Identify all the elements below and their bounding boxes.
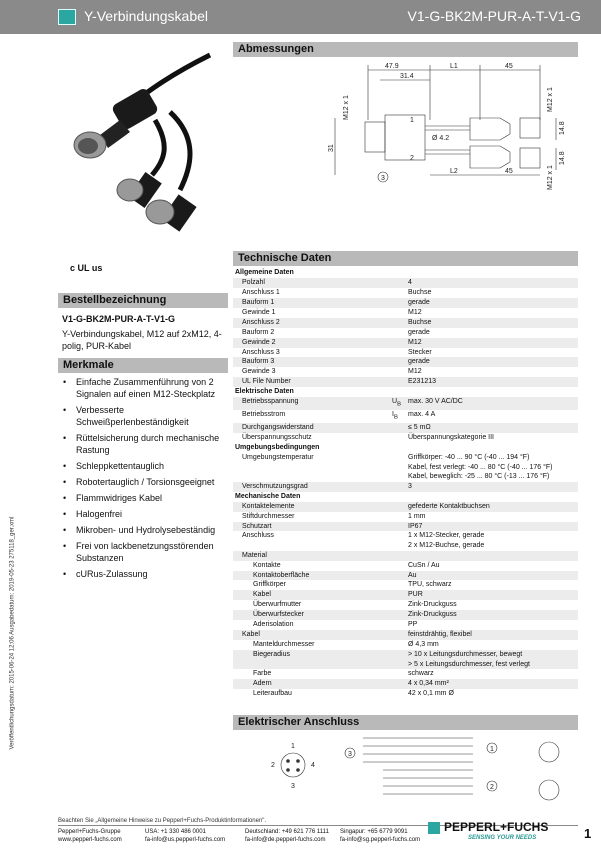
table-row: Betriebsspannung $U_B$ max. 30 V AC/DC bbox=[233, 397, 578, 410]
pepperl-fuchs-logo: PEPPERL+FUCHS SENSING YOUR NEEDS bbox=[428, 818, 573, 848]
dim-l1: L1 bbox=[450, 63, 458, 70]
dim-45-bottom: 45 bbox=[505, 168, 513, 175]
wiring-diagram bbox=[233, 730, 578, 810]
feature-item: • Verbesserte Schweißperlenbeständigkeit bbox=[58, 404, 224, 428]
connector-callout-3: 3 bbox=[348, 751, 352, 758]
feature-item: • Flammwidriges Kabel bbox=[58, 492, 224, 504]
table-row: Schutzart IP67 bbox=[233, 522, 578, 532]
dim-l2: L2 bbox=[450, 168, 458, 175]
table-row: Verschmutzungsgrad 3 bbox=[233, 482, 578, 492]
page-title: Y-Verbindungskabel bbox=[84, 8, 209, 24]
pin-label-4: 4 bbox=[311, 762, 315, 769]
table-row: Kontaktoberfläche Au bbox=[233, 571, 578, 581]
section-bestellbezeichnung: Bestellbezeichnung bbox=[58, 293, 228, 308]
table-row: Kontaktelemente gefederte Kontaktbuchsen bbox=[233, 502, 578, 512]
dim-callout-2: 2 bbox=[410, 155, 414, 162]
section-abmessungen: Abmessungen bbox=[233, 42, 578, 57]
feature-item: • Rüttelsicherung durch mechanische Rastung bbox=[58, 432, 224, 456]
table-row: Adern 4 x 0,34 mm² bbox=[233, 679, 578, 689]
product-code-header: V1-G-BK2M-PUR-A-T-V1-G bbox=[407, 8, 581, 24]
table-row: Überwurfmutter Zink-Druckguss bbox=[253, 601, 457, 609]
table-row: Überspannungsschutz Überspannungskategorie III bbox=[242, 434, 494, 442]
table-group-row: Elektrische Daten bbox=[235, 388, 294, 396]
section-merkmale: Merkmale bbox=[58, 358, 228, 373]
table-row: Umgebungstemperatur Griffkörper: -40 ... 90 °C (-40 ... 194 °F) Kabel, fest verlegt: -40 ... 80 °C (-40 ... 176 °F) Kabel, beweglich: -25 ... 80 °C (-13 ... 176 °F) bbox=[242, 453, 553, 481]
pin-label-3: 3 bbox=[291, 783, 295, 790]
feature-item: • Mikroben- und Hydrolysebeständig bbox=[58, 524, 224, 536]
dim-m12-left: M12 x 1 bbox=[343, 95, 350, 120]
dimension-drawing bbox=[320, 60, 580, 250]
product-photo bbox=[60, 50, 225, 250]
dim-callout-1: 1 bbox=[410, 117, 414, 124]
order-description: Y-Verbindungskabel, M12 auf 2xM12, 4-polig, PUR-Kabel bbox=[62, 329, 222, 351]
table-row: Bauform 3 gerade bbox=[233, 357, 578, 367]
dim-31: 31 bbox=[328, 144, 335, 152]
table-group-row: Umgebungsbedingungen bbox=[235, 444, 320, 452]
pin-label-2: 2 bbox=[271, 762, 275, 769]
features-list bbox=[58, 376, 224, 584]
table-row: Farbe schwarz bbox=[253, 670, 434, 678]
table-row: Gewinde 2 M12 bbox=[233, 338, 578, 348]
table-row: Anschluss 1 x M12-Stecker, gerade 2 x M12-Buchse, gerade bbox=[242, 532, 485, 550]
dim-31-4: 31.4 bbox=[400, 73, 414, 80]
connector-callout-2: 2 bbox=[490, 784, 494, 791]
feature-item: • Robotertauglich / Torsionsgeeignet bbox=[58, 476, 224, 488]
dim-diameter: Ø 4.2 bbox=[432, 135, 450, 142]
feature-item: • Schleppkettentauglich bbox=[58, 460, 224, 472]
table-row: Polzahl 4 bbox=[233, 278, 578, 288]
page-header bbox=[0, 0, 601, 34]
table-row: Gewinde 1 M12 bbox=[242, 308, 422, 316]
header-logo-square bbox=[58, 9, 76, 25]
dim-m12-right-bottom: M12 x 1 bbox=[547, 165, 554, 190]
table-row: Manteldurchmesser Ø 4,3 mm bbox=[253, 641, 439, 649]
tech-data-table bbox=[233, 268, 578, 699]
table-row: Kabel PUR bbox=[233, 590, 578, 600]
order-code: V1-G-BK2M-PUR-A-T-V1-G bbox=[62, 314, 176, 324]
table-row: Aderisolation PP bbox=[253, 621, 418, 629]
table-row: Betriebsstrom $I_B$ max. 4 A bbox=[242, 411, 436, 421]
table-row: Anschluss 2 Buchse bbox=[233, 318, 578, 328]
connector-callout-1: 1 bbox=[490, 746, 494, 753]
feature-item: • Frei von lackbenetzungsstörenden Substanzen bbox=[58, 540, 224, 564]
dim-47-9: 47.9 bbox=[385, 63, 399, 70]
dim-callout-3: 3 bbox=[381, 175, 385, 182]
side-note: Veröffentlichungsdatum: 2015-06-24 12:06 Ausgabedatum: 2019-05-23 275118_ger.xml bbox=[9, 516, 16, 750]
footer-sg: Singapur: +65 6779 9091 fa-info@sg.pepperl-fuchs.com bbox=[340, 829, 421, 843]
table-row: Überwurfstecker Zink-Druckguss bbox=[233, 610, 578, 620]
table-row: Kontakte CuSn / Au bbox=[253, 561, 440, 569]
table-row: Bauform 1 gerade bbox=[233, 298, 578, 308]
feature-item: • Halogenfrei bbox=[58, 508, 224, 520]
table-row: Stiftdurchmesser 1 mm bbox=[242, 512, 426, 520]
dim-m12-right-top: M12 x 1 bbox=[547, 87, 554, 112]
table-row: Leiteraufbau 42 x 0,1 mm Ø bbox=[253, 690, 454, 698]
table-row: Anschluss 3 Stecker bbox=[242, 348, 432, 356]
page-number: 1 bbox=[584, 826, 592, 841]
pin-label-1: 1 bbox=[291, 743, 295, 750]
footer-usa: USA: +1 330 486 0001 fa-info@us.pepperl-fuchs.com bbox=[145, 829, 226, 843]
footer-note: Beachten Sie „Allgemeine Hinweise zu Pepperl+Fuchs-Produktinformationen". bbox=[58, 818, 267, 824]
table-row: Anschluss 1 Buchse bbox=[242, 288, 432, 296]
cul-us-mark: c UL us bbox=[70, 263, 103, 273]
table-row: Material bbox=[233, 551, 578, 561]
table-group-row: Allgemeine Daten bbox=[235, 269, 294, 276]
footer-company: Pepperl+Fuchs-Gruppe www.pepperl-fuchs.com bbox=[58, 829, 122, 843]
feature-item: • cURus-Zulassung bbox=[58, 568, 224, 580]
table-row: UL File Number E231213 bbox=[233, 377, 578, 387]
table-row: Griffkörper TPU, schwarz bbox=[253, 581, 452, 589]
section-technische-daten: Technische Daten bbox=[233, 251, 578, 266]
feature-item: • Einfache Zusammenführung von 2 Signalen auf einen M12-Steckplatz bbox=[58, 376, 224, 400]
footer-de: Deutschland: +49 621 776 1111 fa-info@de.pepperl-fuchs.com bbox=[245, 829, 329, 843]
table-group-row: Mechanische Daten bbox=[235, 492, 301, 500]
table-row: Kabel feinstdrähtig, flexibel bbox=[233, 630, 578, 640]
table-row: Biegeradius > 10 x Leitungsdurchmesser, bewegt > 5 x Leitungsdurchmesser, fest verlegt bbox=[233, 650, 578, 669]
dim-14-8-top: 14.8 bbox=[559, 121, 566, 135]
section-elektrischer-anschluss: Elektrischer Anschluss bbox=[233, 715, 578, 730]
dim-14-8-bottom: 14.8 bbox=[559, 151, 566, 165]
table-row: Durchgangswiderstand ≤ 5 mΩ bbox=[233, 423, 578, 433]
table-row: Bauform 2 gerade bbox=[242, 328, 430, 336]
dim-45-top: 45 bbox=[505, 63, 513, 70]
table-row: Gewinde 3 M12 bbox=[242, 368, 422, 376]
